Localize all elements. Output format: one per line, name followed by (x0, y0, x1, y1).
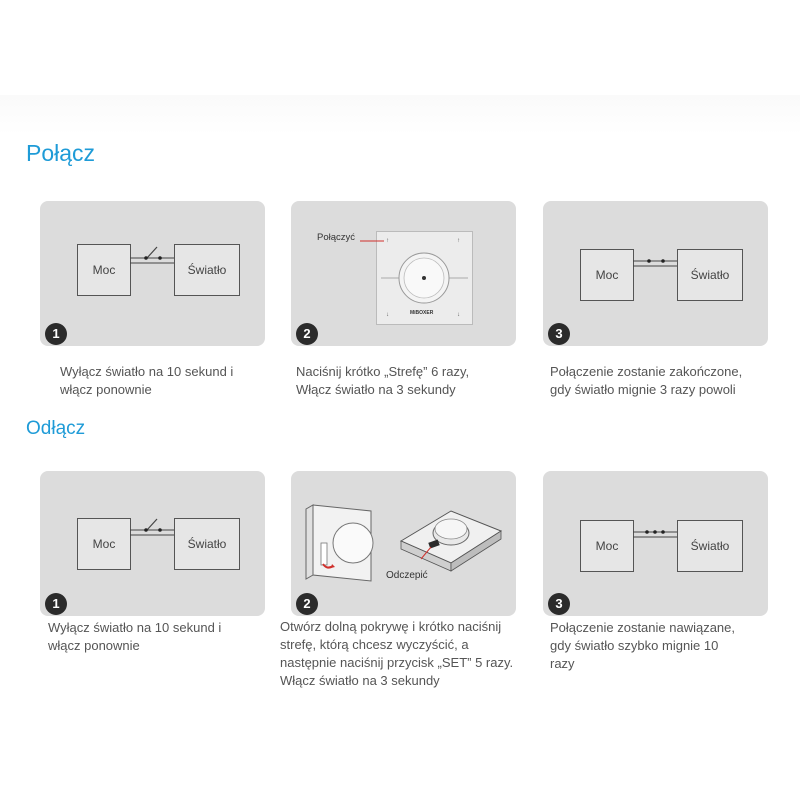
caption-line: Naciśnij krótko „Strefę” 6 razy, (296, 364, 470, 379)
svg-text:↓: ↓ (457, 312, 460, 318)
power-box: Moc (77, 244, 131, 296)
step-badge: 2 (296, 323, 318, 345)
disconnect-section-title: Odłącz (26, 418, 86, 439)
power-box: Moc (580, 520, 634, 572)
caption-line: Wyłącz światło na 10 sekund i (48, 620, 222, 635)
closed-switch-wire (633, 255, 678, 275)
step-badge: 1 (45, 323, 67, 345)
brand-logo: MiBOXER (410, 310, 434, 316)
detach-button-label: Odczepić (386, 570, 428, 581)
svg-text:↑: ↑ (386, 238, 389, 244)
caption-line: włącz ponownie (60, 382, 152, 397)
caption-line: Otwórz dolną pokrywę i krótko naciśnij (280, 619, 502, 634)
svg-text:↑: ↑ (457, 238, 460, 244)
caption-line: Wyłącz światło na 10 sekund i (60, 364, 234, 379)
connect-step-3-caption (550, 363, 742, 399)
step-badge: 3 (548, 593, 570, 615)
caption-line: gdy światło mignie 3 razy powoli (550, 382, 736, 397)
caption-line: Połączenie zostanie nawiązane, (550, 620, 736, 635)
light-box: Światło (677, 520, 743, 572)
caption-line: Połączenie zostanie zakończone, (550, 364, 743, 379)
connect-step-3-panel (543, 201, 768, 346)
step-badge: 2 (296, 593, 318, 615)
svg-text:↓: ↓ (386, 312, 389, 318)
light-box: Światło (174, 518, 240, 570)
light-box: Światło (174, 244, 240, 296)
step-badge: 3 (548, 323, 570, 345)
step-badge: 1 (45, 593, 67, 615)
disconnect-step-3-panel (543, 471, 768, 616)
caption-line: włącz ponownie (48, 638, 140, 653)
caption-line: Włącz światło na 3 sekundy (280, 673, 440, 688)
caption-line: Włącz światło na 3 sekundy (296, 382, 456, 397)
remote-device (376, 231, 473, 325)
device-open-cover-drawing (291, 471, 516, 616)
connect-step-2-panel (291, 201, 516, 346)
connect-step-1-caption (60, 363, 233, 399)
connect-step-1-panel (40, 201, 265, 346)
open-switch-wire (130, 246, 175, 276)
disconnect-step-1-caption (48, 619, 221, 655)
light-box: Światło (677, 249, 743, 301)
connect-button-label: Połączyć (317, 232, 356, 243)
page-top-band (0, 95, 800, 135)
closed-switch-wire (633, 526, 678, 546)
caption-line: następnie naciśnij przycisk „SET” 5 razy. (280, 655, 514, 670)
caption-line: razy (550, 656, 575, 671)
power-box: Moc (77, 518, 131, 570)
caption-line: gdy światło szybko mignie 10 (550, 638, 719, 653)
power-box: Moc (580, 249, 634, 301)
disconnect-step-2-caption (280, 618, 513, 690)
callout-line (360, 239, 386, 243)
connect-section-title: Połącz (26, 140, 96, 166)
caption-line: strefę, którą chcesz wyczyścić, a (280, 637, 469, 652)
disconnect-step-3-caption (550, 619, 735, 673)
disconnect-step-1-panel (40, 471, 265, 616)
disconnect-step-2-panel (291, 471, 516, 616)
open-switch-wire (130, 517, 175, 547)
connect-step-2-caption (296, 363, 469, 399)
